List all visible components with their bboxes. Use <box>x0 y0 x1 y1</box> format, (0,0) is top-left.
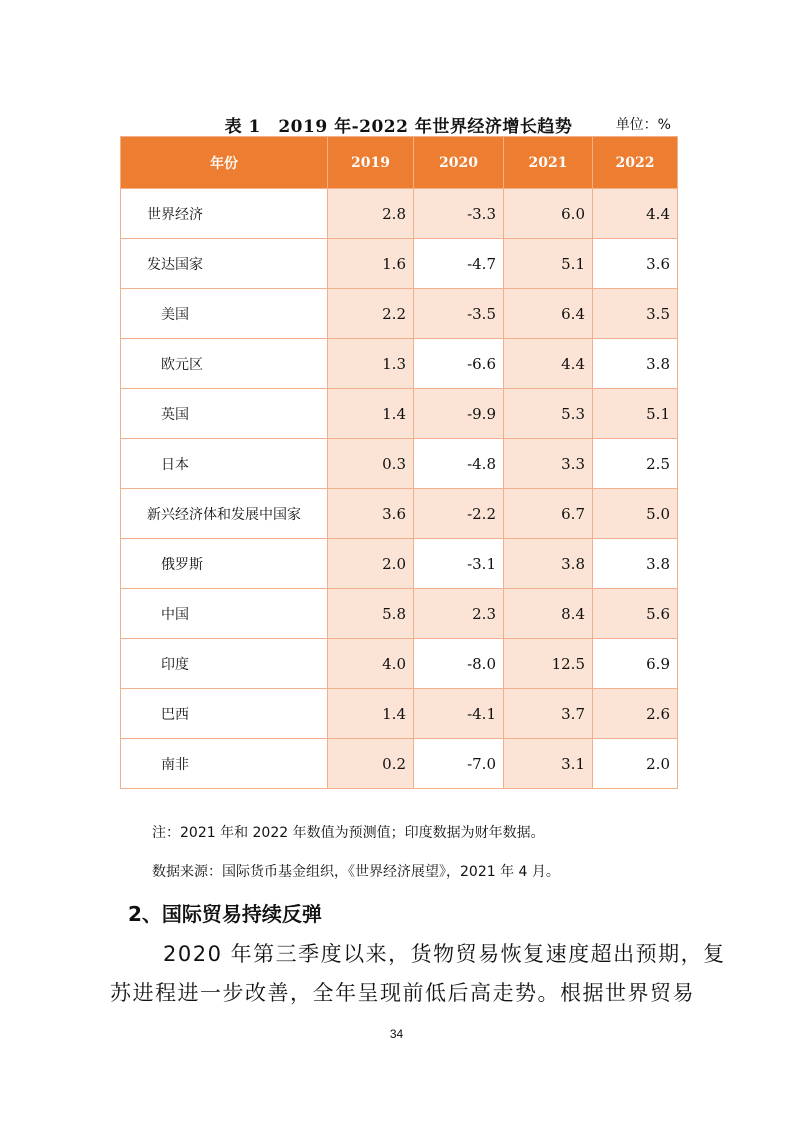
cell-2022: 6.9 <box>593 639 678 689</box>
cell-2021: 4.4 <box>504 339 593 389</box>
table-caption-block <box>120 108 677 136</box>
table-unit: 单位：% <box>615 117 671 133</box>
cell-2021: 3.7 <box>504 689 593 739</box>
header-year-label: 年份 <box>121 137 328 189</box>
table-row <box>121 239 678 289</box>
section-heading: 2、国际贸易持续反弹 <box>128 902 322 926</box>
cell-2020: -2.2 <box>414 489 504 539</box>
page-number: 34 <box>389 1027 404 1041</box>
row-name: 发达国家 <box>121 239 328 289</box>
table-row <box>121 639 678 689</box>
row-name: 俄罗斯 <box>121 539 328 589</box>
table-row <box>121 489 678 539</box>
table-row <box>121 439 678 489</box>
header-2020: 2020 <box>414 137 504 189</box>
header-2021: 2021 <box>504 137 593 189</box>
table-row <box>121 339 678 389</box>
cell-2021: 6.0 <box>504 189 593 239</box>
cell-2022: 2.5 <box>593 439 678 489</box>
table-row <box>121 589 678 639</box>
cell-2020: -7.0 <box>414 739 504 789</box>
cell-2020: -3.3 <box>414 189 504 239</box>
cell-2020: -4.8 <box>414 439 504 489</box>
cell-2020: -3.1 <box>414 539 504 589</box>
cell-2020: -4.1 <box>414 689 504 739</box>
cell-2020: -6.6 <box>414 339 504 389</box>
cell-2020: -8.0 <box>414 639 504 689</box>
cell-2021: 12.5 <box>504 639 593 689</box>
cell-2019: 5.8 <box>328 589 414 639</box>
table-title: 表 1 2019 年-2022 年世界经济增长趋势 <box>224 117 573 137</box>
cell-2019: 2.8 <box>328 189 414 239</box>
cell-2022: 3.5 <box>593 289 678 339</box>
cell-2019: 2.2 <box>328 289 414 339</box>
row-name: 日本 <box>121 439 328 489</box>
cell-2020: -4.7 <box>414 239 504 289</box>
cell-2019: 4.0 <box>328 639 414 689</box>
row-name: 中国 <box>121 589 328 639</box>
cell-2019: 1.4 <box>328 689 414 739</box>
cell-2022: 5.0 <box>593 489 678 539</box>
cell-2022: 2.6 <box>593 689 678 739</box>
row-name: 南非 <box>121 739 328 789</box>
cell-2019: 2.0 <box>328 539 414 589</box>
cell-2021: 8.4 <box>504 589 593 639</box>
row-name: 世界经济 <box>121 189 328 239</box>
row-name: 欧元区 <box>121 339 328 389</box>
header-2019: 2019 <box>328 137 414 189</box>
cell-2021: 5.1 <box>504 239 593 289</box>
cell-2022: 4.4 <box>593 189 678 239</box>
cell-2022: 3.8 <box>593 339 678 389</box>
cell-2021: 3.3 <box>504 439 593 489</box>
cell-2022: 2.0 <box>593 739 678 789</box>
cell-2022: 3.8 <box>593 539 678 589</box>
cell-2019: 1.3 <box>328 339 414 389</box>
growth-table <box>120 136 678 789</box>
cell-2020: -9.9 <box>414 389 504 439</box>
header-2022: 2022 <box>593 137 678 189</box>
row-name: 美国 <box>121 289 328 339</box>
table-note: 注：2021 年和 2022 年数值为预测值；印度数据为财年数据。 <box>152 825 545 841</box>
row-name: 新兴经济体和发展中国家 <box>121 489 328 539</box>
row-name: 巴西 <box>121 689 328 739</box>
table-header-row <box>121 137 678 189</box>
row-name: 英国 <box>121 389 328 439</box>
cell-2019: 3.6 <box>328 489 414 539</box>
cell-2022: 5.6 <box>593 589 678 639</box>
cell-2021: 5.3 <box>504 389 593 439</box>
cell-2019: 1.6 <box>328 239 414 289</box>
cell-2022: 3.6 <box>593 239 678 289</box>
data-source-note: 数据来源：国际货币基金组织，《世界经济展望》，2021 年 4 月。 <box>152 864 560 880</box>
table-row <box>121 389 678 439</box>
body-text-line: 2020 年第三季度以来，货物贸易恢复速度超出预期，复 <box>163 942 726 966</box>
cell-2019: 0.3 <box>328 439 414 489</box>
cell-2020: -3.5 <box>414 289 504 339</box>
cell-2021: 3.1 <box>504 739 593 789</box>
cell-2021: 3.8 <box>504 539 593 589</box>
body-text-line: 苏进程进一步改善，全年呈现前低后高走势。根据世界贸易 <box>110 981 695 1005</box>
cell-2022: 5.1 <box>593 389 678 439</box>
table-row <box>121 689 678 739</box>
table-row <box>121 739 678 789</box>
table-row <box>121 289 678 339</box>
cell-2019: 1.4 <box>328 389 414 439</box>
cell-2021: 6.7 <box>504 489 593 539</box>
row-name: 印度 <box>121 639 328 689</box>
cell-2021: 6.4 <box>504 289 593 339</box>
table-row <box>121 189 678 239</box>
cell-2019: 0.2 <box>328 739 414 789</box>
table-row <box>121 539 678 589</box>
cell-2020: 2.3 <box>414 589 504 639</box>
